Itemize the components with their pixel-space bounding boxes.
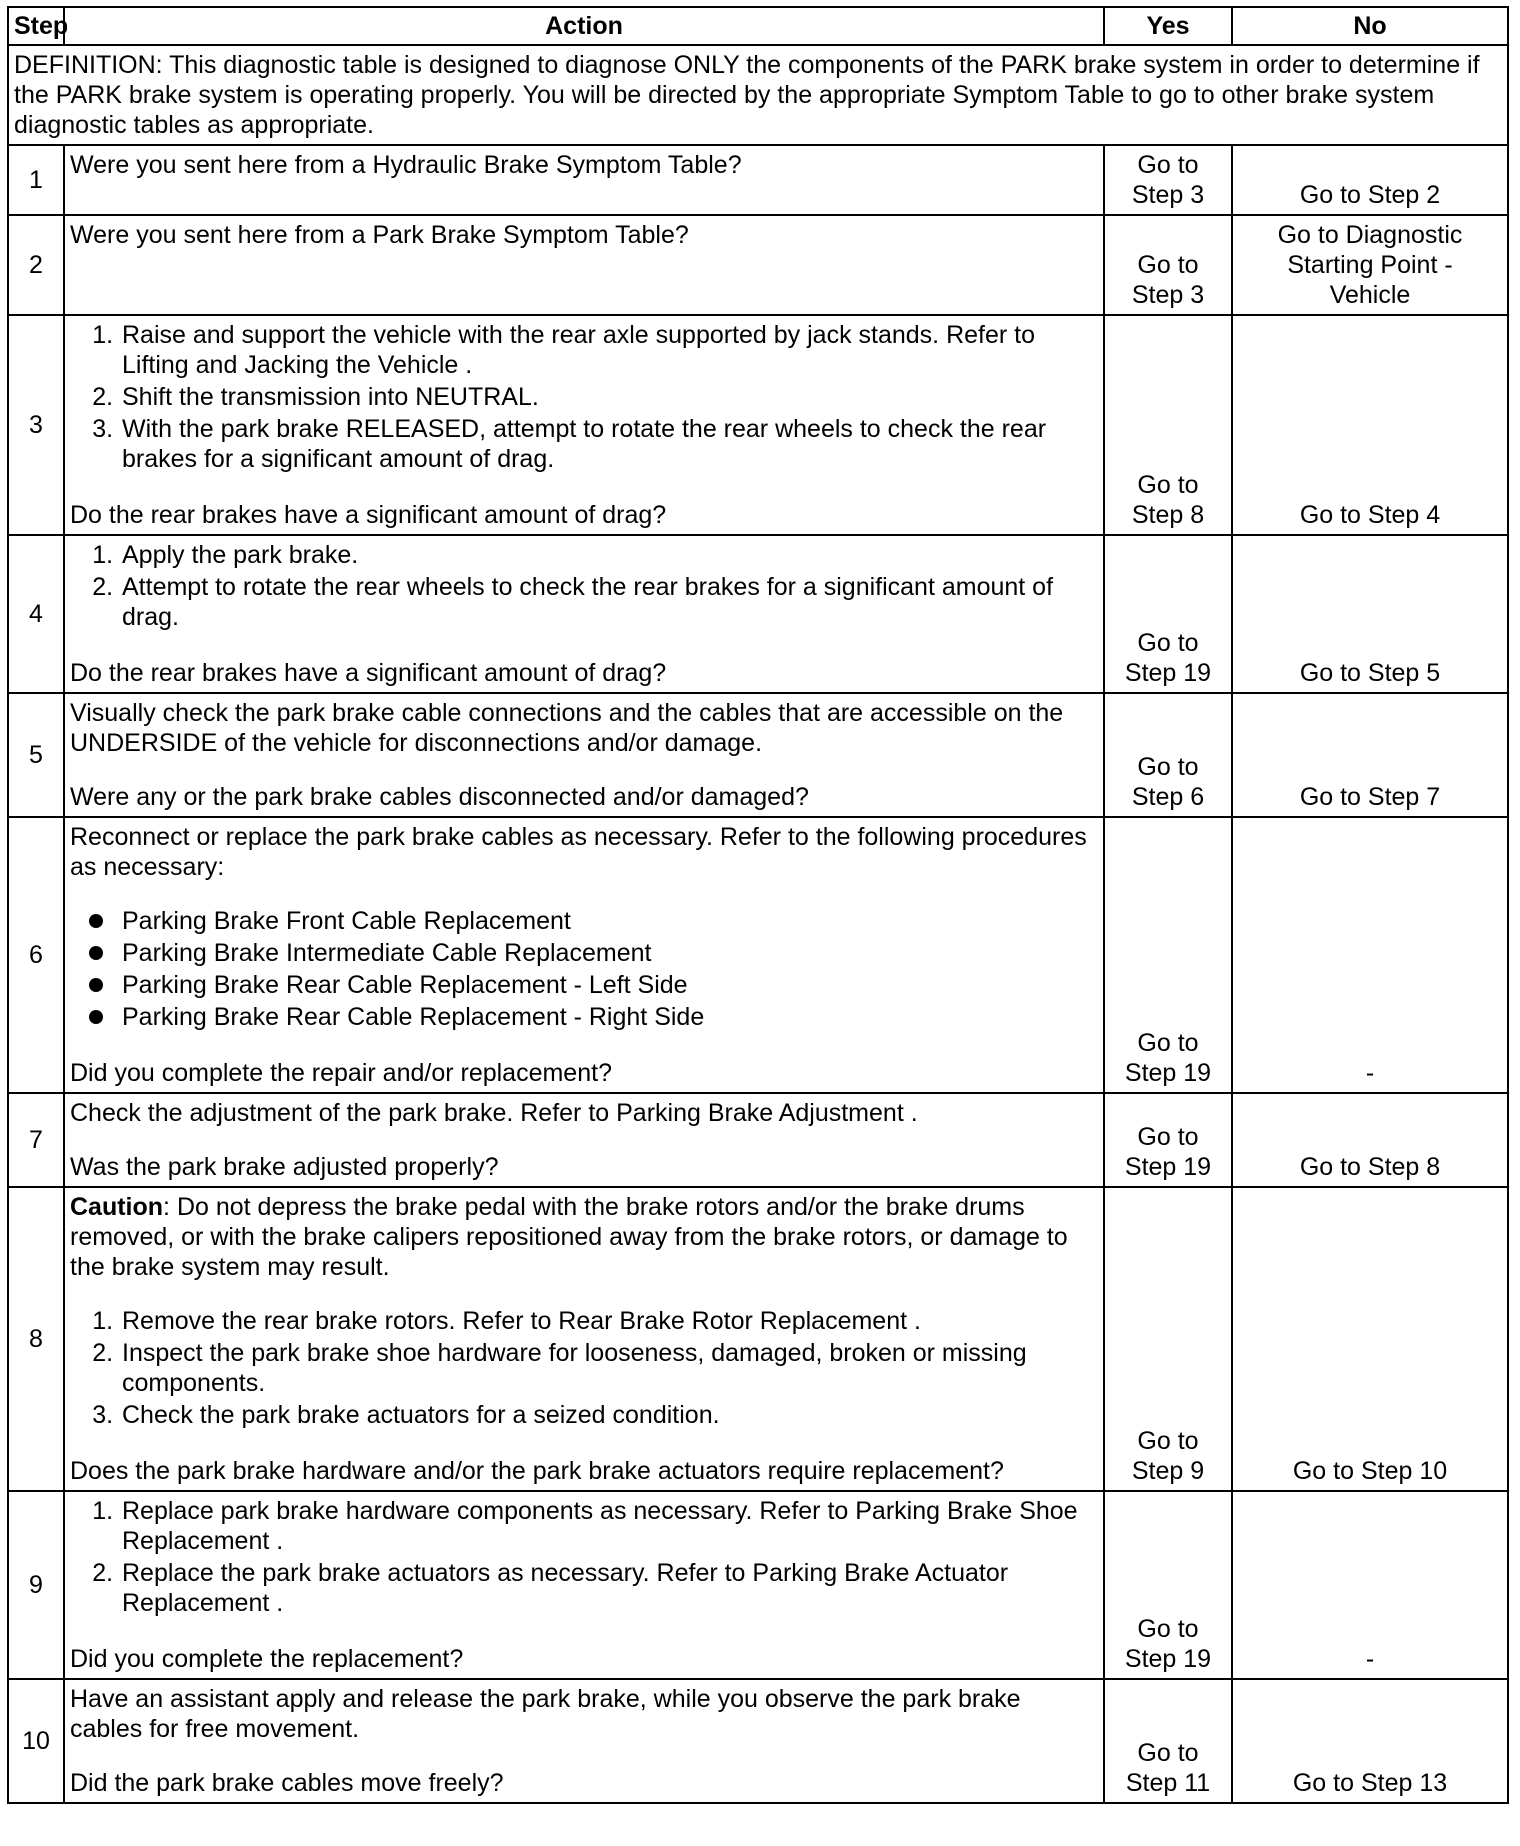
yes-line: Step 11 [1125,1769,1211,1797]
action-question: Do the rear brakes have a significant amount of drag? [70,659,667,687]
action-cell [64,315,1104,535]
bullet-icon [89,914,103,928]
table-row [8,693,1508,817]
no-cell: Go to Step 7 [1232,693,1508,817]
bullet-icon [89,946,103,960]
table-row [8,1187,1508,1491]
table-row [8,1491,1508,1679]
yes-line: Go to [1137,151,1199,179]
action-cell [64,1491,1104,1679]
yes-cell [1104,1093,1232,1187]
list-item: 3. Check the park brake actuators for a seized condition. [120,1400,1098,1430]
header-row [8,7,1508,45]
action-steps [70,320,1098,474]
diagnostic-table [7,6,1509,1804]
action-cell [64,693,1104,817]
list-item [120,906,1098,936]
action-cell [64,1187,1104,1491]
definition-row [8,45,1508,145]
list-item: 2. Shift the transmission into NEUTRAL. [120,382,1098,412]
no-line: Starting Point - [1287,251,1453,279]
no-cell: Go to Step 8 [1232,1093,1508,1187]
yes-cell [1104,145,1232,215]
action-intro: Reconnect or replace the park brake cables as necessary. Refer to the following procedures as necessary: [70,823,1087,881]
procedure-link: Parking Brake Rear Cable Replacement - Right Side [122,1003,705,1031]
list-item: 1. Replace park brake hardware components as necessary. Refer to Parking Brake Shoe Replacement . [120,1496,1098,1556]
table-row [8,215,1508,315]
step-number: 5 [8,693,64,817]
action-question: Was the park brake adjusted properly? [70,1153,499,1181]
no-cell: - [1232,1491,1508,1679]
action-intro: Check the adjustment of the park brake. Refer to Parking Brake Adjustment . [70,1099,918,1127]
list-item: 3. With the park brake RELEASED, attempt to rotate the rear wheels to check the rear brakes for a significant amount of drag. [120,414,1098,474]
table-row [8,145,1508,215]
yes-line: Go to [1137,1739,1199,1767]
table-row [8,1679,1508,1803]
yes-line: Step 19 [1124,659,1212,687]
yes-line: Step 6 [1131,783,1205,811]
yes-cell [1104,1491,1232,1679]
list-item: 1. Raise and support the vehicle with the rear axle supported by jack stands. Refer to Lifting and Jacking the Vehicle . [120,320,1098,380]
action-cell [64,817,1104,1093]
yes-cell [1104,817,1232,1093]
action-cell [64,215,1104,315]
list-item: 1. Remove the rear brake rotors. Refer to Rear Brake Rotor Replacement . [120,1306,1098,1336]
no-cell: Go to Step 5 [1232,535,1508,693]
action-question: Does the park brake hardware and/or the park brake actuators require replacement? [70,1457,1004,1485]
action-question: Did the park brake cables move freely? [70,1769,504,1797]
yes-line: Go to [1137,1029,1199,1057]
yes-line: Step 3 [1131,181,1205,209]
yes-cell [1104,215,1232,315]
step-number: 8 [8,1187,64,1491]
yes-line: Go to [1137,753,1199,781]
header-no: No [1232,7,1508,45]
step-number: 2 [8,215,64,315]
caution-note [70,1192,1098,1282]
yes-line: Step 3 [1131,281,1205,309]
header-yes: Yes [1104,7,1232,45]
action-cell [64,145,1104,215]
table-row [8,817,1508,1093]
table-row [8,315,1508,535]
yes-cell [1104,693,1232,817]
header-action: Action [64,7,1104,45]
action-question: Were any or the park brake cables disconnected and/or damaged? [70,783,809,811]
bullet-icon [89,1010,103,1024]
step-number: 1 [8,145,64,215]
yes-line: Go to [1137,251,1199,279]
no-cell: Go to Step 13 [1232,1679,1508,1803]
no-cell: Go to Step 10 [1232,1187,1508,1491]
procedure-link: Parking Brake Intermediate Cable Replacement [122,939,652,967]
action-question: Were you sent here from a Park Brake Symptom Table? [70,221,689,249]
action-intro: Have an assistant apply and release the park brake, while you observe the park brake cables for free movement. [70,1685,1021,1743]
step-number: 10 [8,1679,64,1803]
action-cell [64,1679,1104,1803]
definition-text: DEFINITION: This diagnostic table is designed to diagnose ONLY the components of the PARK brake system in order to determine if the PARK brake system is operating properly. You will be directed by the appropriate Symptom Table to go to other brake system diagnostic tables as appropriate. [8,45,1508,145]
list-item: 2. Attempt to rotate the rear wheels to check the rear brakes for a significant amount of drag. [120,572,1098,632]
action-steps [70,540,1098,632]
yes-line: Step 9 [1131,1457,1205,1485]
step-number: 9 [8,1491,64,1679]
step-number: 6 [8,817,64,1093]
list-item [120,1002,1098,1032]
caution-text: : Do not depress the brake pedal with the brake rotors and/or the brake drums removed, or with the brake calipers repositioned away from the brake rotors, or damage to the brake system may result. [70,1193,1068,1281]
action-question: Were you sent here from a Hydraulic Brake Symptom Table? [70,151,742,179]
yes-line: Go to [1137,1427,1199,1455]
procedure-link: Parking Brake Front Cable Replacement [122,907,571,935]
caution-label: Caution [70,1193,164,1221]
list-item: 2. Replace the park brake actuators as necessary. Refer to Parking Brake Actuator Replacement . [120,1558,1098,1618]
yes-line: Go to [1137,471,1199,499]
no-cell: Go to Step 2 [1232,145,1508,215]
yes-cell [1104,315,1232,535]
yes-cell [1104,535,1232,693]
action-question: Did you complete the repair and/or replacement? [70,1059,612,1087]
step-number: 3 [8,315,64,535]
yes-cell [1104,1187,1232,1491]
action-question: Do the rear brakes have a significant amount of drag? [70,501,667,529]
action-cell [64,535,1104,693]
yes-line: Go to [1137,1615,1199,1643]
list-item: 2. Inspect the park brake shoe hardware for looseness, damaged, broken or missing components. [120,1338,1098,1398]
action-question: Did you complete the replacement? [70,1645,464,1673]
bullet-icon [89,978,103,992]
yes-line: Step 19 [1124,1645,1212,1673]
table-row [8,535,1508,693]
yes-line: Step 19 [1124,1153,1212,1181]
no-cell: - [1232,817,1508,1093]
no-line: Go to Diagnostic [1277,221,1463,249]
yes-line: Go to [1137,1123,1199,1151]
action-intro: Visually check the park brake cable connections and the cables that are accessible on the UNDERSIDE of the vehicle for disconnections and/or damage. [70,699,1064,757]
table-row [8,1093,1508,1187]
action-cell [64,1093,1104,1187]
yes-line: Go to [1137,629,1199,657]
step-number: 7 [8,1093,64,1187]
yes-line: Step 19 [1124,1059,1212,1087]
header-step: Step [8,7,64,45]
no-line: Vehicle [1329,281,1411,309]
action-steps [70,1306,1098,1430]
list-item [120,938,1098,968]
procedure-list [70,906,1098,1032]
list-item [120,970,1098,1000]
step-number: 4 [8,535,64,693]
yes-cell [1104,1679,1232,1803]
list-item: 1. Apply the park brake. [120,540,1098,570]
yes-line: Step 8 [1131,501,1205,529]
action-steps [70,1496,1098,1618]
no-cell: Go to Step 4 [1232,315,1508,535]
no-cell [1232,215,1508,315]
procedure-link: Parking Brake Rear Cable Replacement - Left Side [122,971,688,999]
